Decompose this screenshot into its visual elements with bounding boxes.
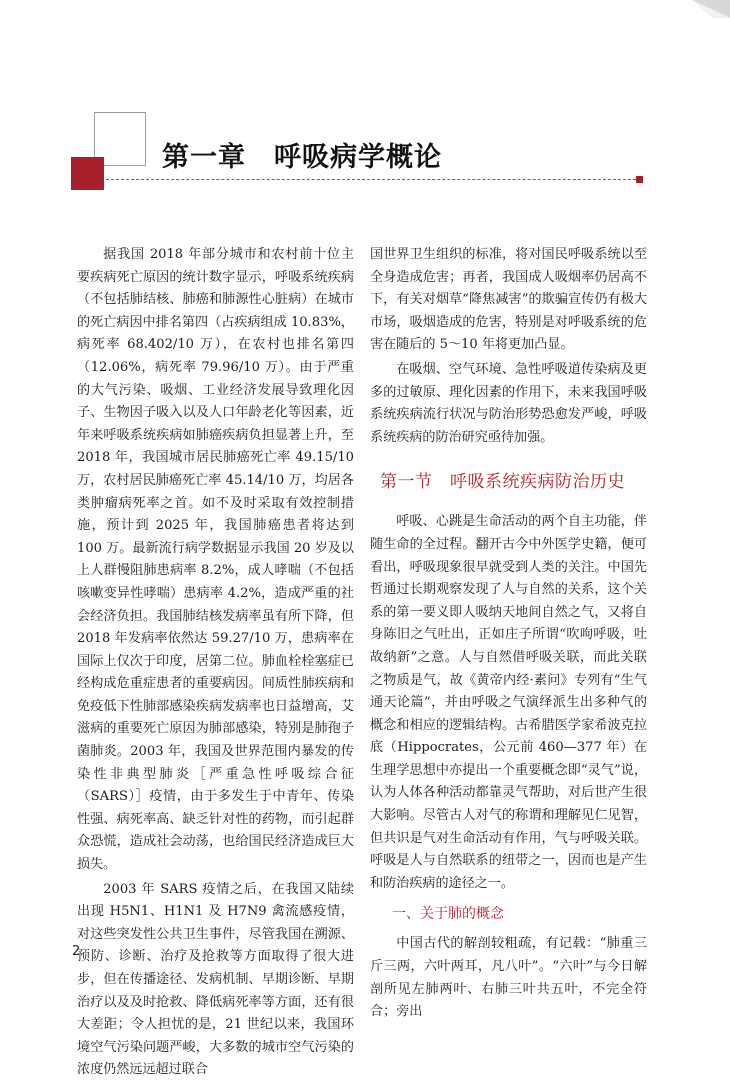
chapter-title-rule [106, 179, 636, 180]
chapter-deco-red-square [71, 157, 104, 190]
chapter-title: 第一章 呼吸病学概论 [162, 142, 442, 173]
body-paragraph: 在吸烟、空气环境、急性呼吸道传染病及更多的过敏原、理化因素的作用下，未来我国呼吸系统疾病流行状况与防治形势恐愈发严峻，呼吸系统疾病的防治研究亟待加强。 [370, 361, 647, 445]
section-title: 第一节 呼吸系统疾病防治历史 [380, 472, 625, 493]
chapter-title-rule-end [636, 176, 643, 183]
corner-fold-icon [692, 0, 730, 18]
right-column [370, 244, 647, 1026]
left-column [77, 244, 354, 1084]
body-paragraph: 呼吸、心跳是生命活动的两个自主功能，伴随生命的全过程。翻开古今中外医学史籍，便可看出，呼吸现象很早就受到人类的关注。中国先哲通过长期观察发现了人与自然的关系，这个关系的第一要义即人吸纳天地间自然之气，又将自身陈旧之气吐出，正如庄子所谓“吹呴呼吸，吐故纳新”之意。人与自然借呼吸关联，而此关联之物质是气，故《黄帝内经·素问》专列有“生气通天论篇”，并由呼吸之气演绎派生出多种气的概念和相应的逻辑结构。古希腊医学家希波克拉底（Hippocrates，公元前 460—377 年）在生理学思想中亦提出一个重要概念即“灵气”说，认为人体各种活动都靠灵气帮助，对后世产生很大影响。尽管古人对气的称谓和理解见仁见智，但共识是气对生命活动有作用，气与呼吸关联。呼吸是人与自然联系的纽带之一，因而也是产生和防治疾病的途径之一。 [370, 514, 647, 891]
body-paragraph: 2003 年 SARS 疫情之后，在我国又陆续出现 H5N1、H1N1 及 H7N9 禽流感疫情，对这些突发性公共卫生事件，尽管我国在溯源、预防、诊断、治疗及抢救等方面取得了很大进步，但在传播途径、发病机制、早期诊断、早期治疗以及及时抢救、降低病死率等方面，还有很大差距；令人担忧的是，21 世纪以来，我国环境空气污染问题严峻，大多数的城市空气污染的浓度仍然远远超过联合 [77, 881, 354, 1078]
page-number: 2 [72, 944, 81, 959]
body-paragraph: 据我国 2018 年部分城市和农村前十位主要疾病死亡原因的统计数字显示，呼吸系统疾病（不包括肺结核、肺癌和肺源性心脏病）在城市的死亡病因中排名第四（占疾病组成 10.83%，病死率 68.402/10 万），在农村也排名第四（12.06%，病死率 79.96/10 万）。由于严重的大气污染、吸烟、工业经济发展导致理化因子、生物因子吸入以及人口年龄老化等因素，近年来呼吸系统疾病如肺癌疾病负担显著上升，至 2018 年，我国城市居民肺癌死亡率 49.15/10 万，农村居民肺癌死亡率 45.14/10 万，均居各类肿瘤病死率之首。如不及时采取有效控制措施，预计到 2025 年，我国肺癌患者将达到 100 万。最新流行病学数据显示我国 20 岁及以上人群慢阻肺患病率 8.2%，成人哮喘（不包括咳嗽变异性哮喘）患病率 4.2%，造成严重的社会经济负担。我国肺结核发病率虽有所下降，但 2018 年发病率依然达 59.27/10 万，患病率在国际上仅次于印度，居第二位。肺血栓栓塞症已经构成危重症患者的重要病因。间质性肺疾病和免疫低下性肺部感染疾病发病率也日益增高，艾滋病的重要死亡原因为肺部感染，特别是肺孢子菌肺炎。2003 年，我国及世界范围内暴发的传染性非典型肺炎［严重急性呼吸综合征（SARS）］疫情，由于多发生于中青年、传染性强、病死率高、缺乏针对性的药物，而引起群众恐慌，造成社会动荡，也给国民经济造成巨大损失。 [77, 247, 354, 873]
subsection-title: 一、关于肺的概念 [392, 906, 504, 923]
body-paragraph-continued: 国世界卫生组织的标准，将对国民呼吸系统以至全身造成危害；再者，我国成人吸烟率仍居高不下，有关对烟草“降焦减害”的欺骗宣传仍有极大市场，吸烟造成的危害，特别是对呼吸系统的危害在随后的 5～10 年将更加凸显。 [370, 247, 647, 353]
body-paragraph: 中国古代的解剖较粗疏，有记载：“肺重三斤三两，六叶两耳，凡八叶”。“六叶”与今日解剖所见左肺两叶、右肺三叶共五叶，不完全符合；旁出 [370, 936, 647, 1020]
